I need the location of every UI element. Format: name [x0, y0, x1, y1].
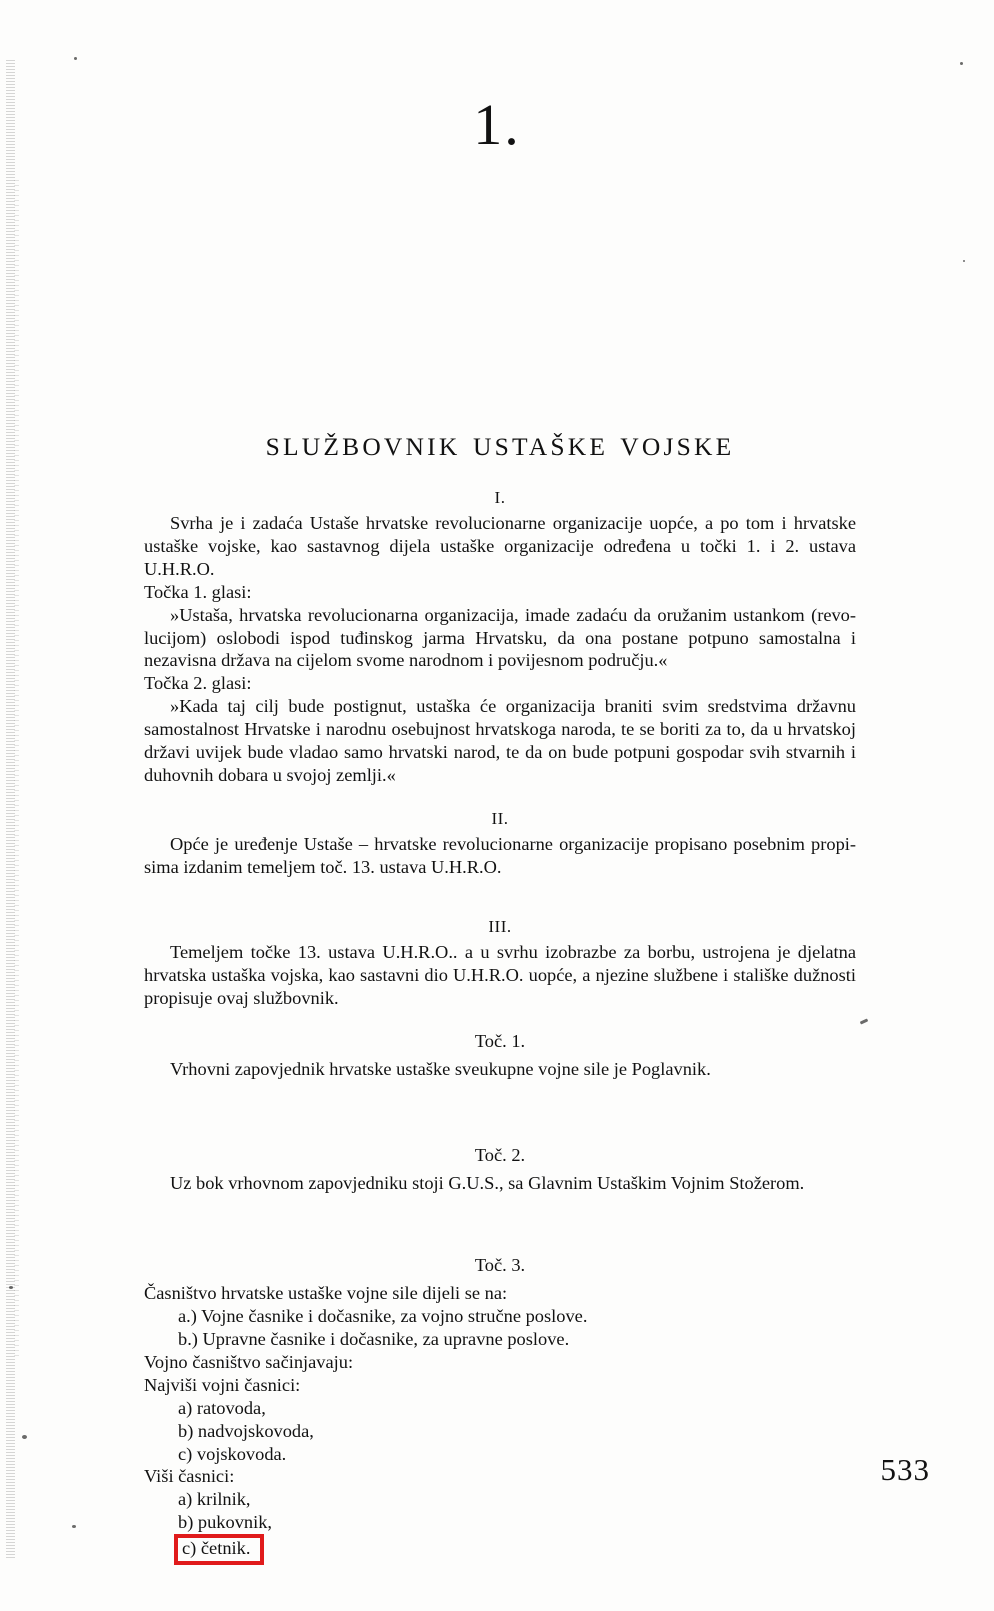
highlighted-list-item-cetnik — [174, 1534, 264, 1564]
section-numeral-iii: III. — [488, 916, 512, 936]
officer-category-list — [144, 1305, 856, 1351]
section-numeral-i: I. — [494, 488, 506, 507]
toc-1-text: Vrhovni zapovjednik hrvatske ustaške sveukupne vojne sile je Poglavnik. — [170, 1059, 711, 1080]
tocka-2-label: Točka 2. glasi: — [144, 673, 252, 694]
toc-3-intro: Časništvo hrvatske ustaške vojne sile dijeli se na: — [144, 1283, 508, 1304]
page-title: SLUŽBOVNIK USTAŠKE VOJSKE — [265, 432, 735, 461]
section-iii-paragraph-1: Temeljem točke 13. ustava U.H.R.O.. a u svrhu izobrazbe za borbu, ustrojena je djelatna hrvatska ustaška vojska, kao sastavni dio U.H.R.O. uopće, a njezine službene i stališke dužnosti propisuje ovaj službovnik. — [144, 941, 856, 1008]
scan-speck — [72, 1525, 76, 1528]
visi-casnici-label: Viši časnici: — [144, 1466, 235, 1487]
vojno-casnistvo-label: Vojno časništvo sačinjavaju: — [144, 1351, 354, 1372]
toc-2-text: Uz bok vrhovnom zapovjedniku stoji G.U.S., sa Glavnim Ustaškim Vojnim Stožerom. — [170, 1173, 805, 1194]
list-item: c) vojskovoda. — [178, 1443, 287, 1464]
tocka-1-label: Točka 1. glasi: — [144, 581, 252, 602]
list-item: a) ratovoda, — [178, 1397, 266, 1418]
scan-gutter-artifact-secondary — [14, 180, 19, 1360]
list-item: b) nadvojskovoda, — [178, 1420, 314, 1441]
section-ii-paragraph-1: Opće je uređenje Ustaše – hrvatske revolucionarne organizacije propisano posebnim propisima izdanim temeljem toč. 13. ustava U.H.R.O. — [144, 833, 856, 877]
page-number: 533 — [880, 1452, 930, 1487]
chapter-number: 1. — [473, 92, 521, 157]
tocka-1-text: »Ustaša, hrvatska revolucionarna organizacija, imade zadaću da oružanim ustankom (revolucijom) oslobodi ispod tuđinskog jarma Hrvatsku, da ona postane potpuno samostalna i nezavisna država na cijelom svome narodnom i povijesnom području.« — [144, 604, 856, 671]
visi-rank-list — [144, 1488, 856, 1534]
spacer — [144, 879, 856, 905]
scan-speck — [74, 57, 77, 60]
list-item: a.) Vojne časnike i dočasnike, za vojno stručne poslove. — [178, 1306, 588, 1327]
toc-3-label: Toč. 3. — [474, 1255, 526, 1276]
list-item: b) pukovnik, — [178, 1512, 272, 1533]
scan-pen-mark — [860, 1018, 869, 1024]
scan-speck — [22, 1435, 27, 1439]
page-content — [144, 432, 856, 1565]
tocka-2-text: »Kada taj cilj bude postignut, ustaška će organizacija braniti svim sredstvima državnu samostalnost Hrvatske i narodnu osebujnost hrvatskoga naroda, te se boriti za to, da u hrvatskoj državi uvijek bude vladao samo hrvatski narod, te da on bude potpuni gospodar svih stvarnih i duhovnih dobara u svojoj zemlji.« — [144, 696, 856, 785]
najvisi-vojni-casnici-label: Najviši vojni časnici: — [144, 1374, 301, 1395]
spacer — [144, 1195, 856, 1237]
toc-1-label: Toč. 1. — [474, 1031, 526, 1052]
section-i-paragraph-1: Svrha je i zadaća Ustaše hrvatske revolucionarne organizacije uopće, a po tom i hrvatske ustaške vojske, kao sastavnog dijela ustaške organizacije određena u točki 1. i 2. ustava U.H.R.O. — [144, 513, 856, 579]
najvisi-rank-list — [144, 1397, 856, 1466]
section-numeral-ii: II. — [491, 808, 509, 828]
scan-speck — [963, 260, 965, 262]
spacer — [144, 1081, 856, 1123]
scan-speck — [9, 1286, 13, 1289]
list-item: b.) Upravne časnike i dočasnike, za upravne poslove. — [178, 1329, 570, 1350]
highlighted-item-label: c) četnik. — [182, 1538, 251, 1559]
spacer — [144, 787, 856, 797]
list-item: a) krilnik, — [178, 1489, 251, 1510]
toc-2-label: Toč. 2. — [474, 1145, 526, 1166]
scan-speck — [960, 62, 963, 65]
